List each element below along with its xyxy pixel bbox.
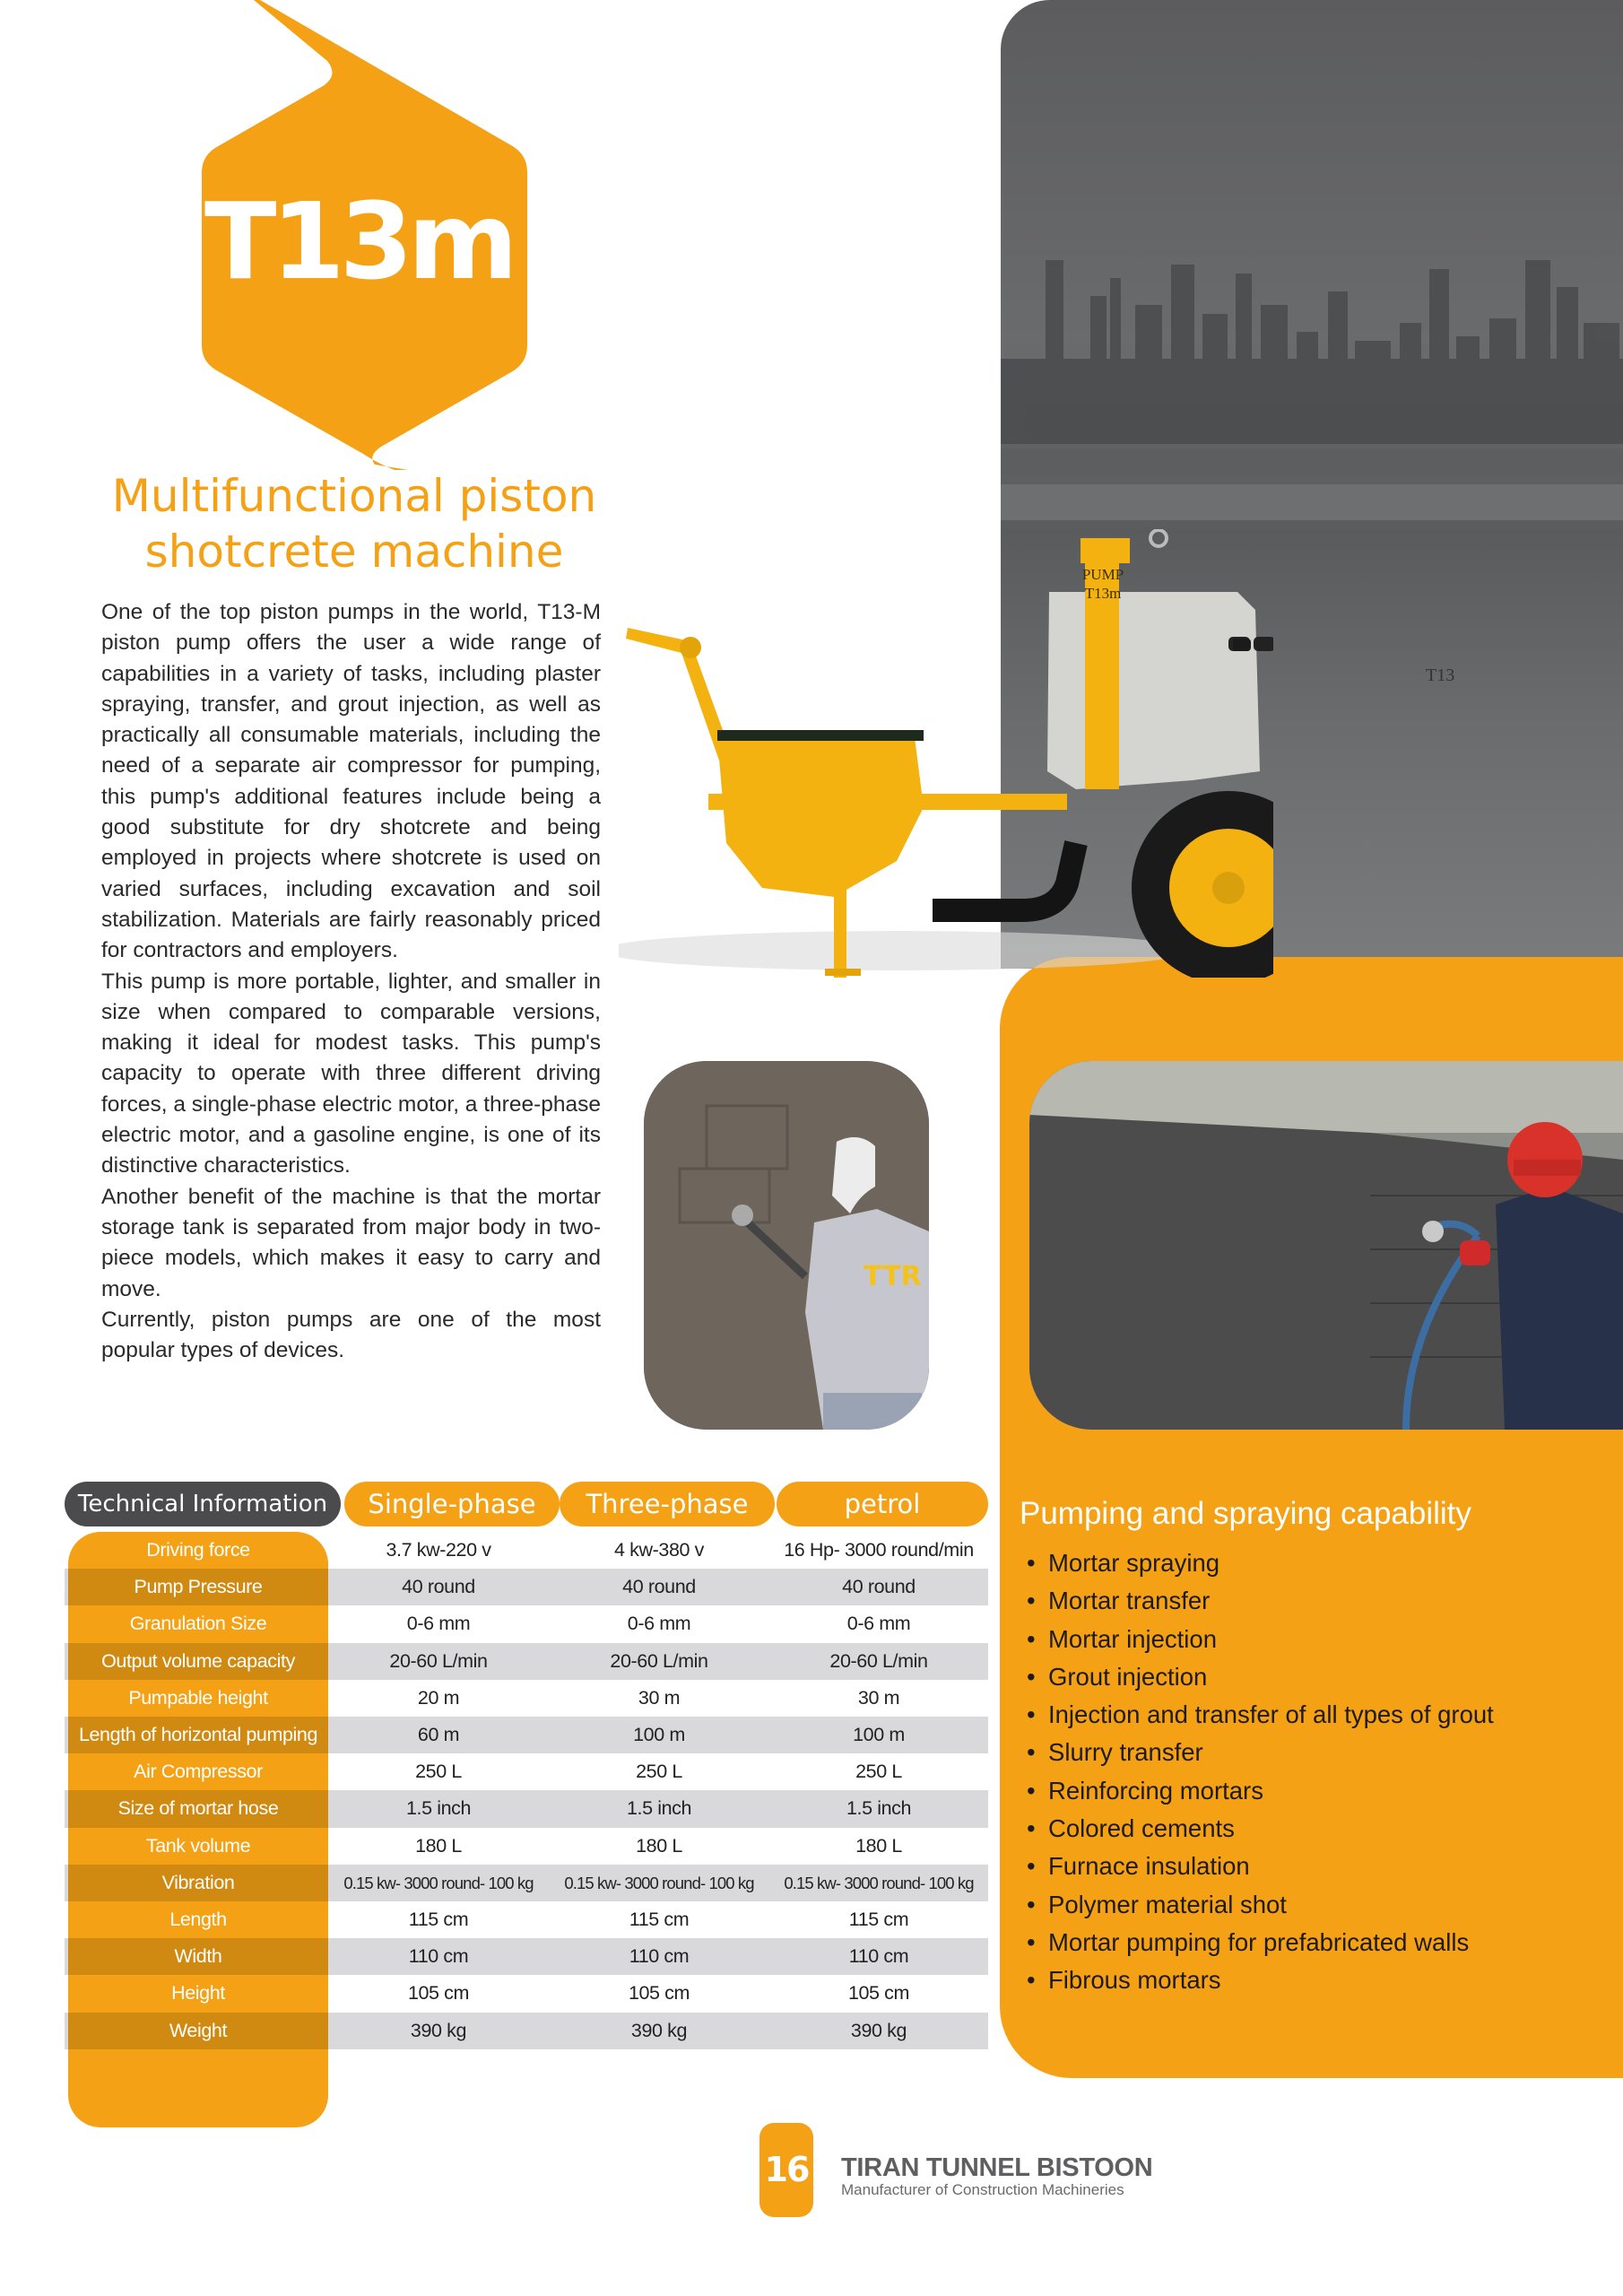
list-item xyxy=(1027,1810,1610,1848)
row-value-petrol: 180 L xyxy=(855,1834,902,1857)
row-label: Size of mortar hose xyxy=(68,1790,328,1827)
row-label: Width xyxy=(68,1938,328,1975)
row-value-three-phase: 180 L xyxy=(636,1834,682,1857)
table-row xyxy=(65,1643,988,1680)
list-item xyxy=(1027,1924,1610,1961)
row-value-petrol: 0.15 kw- 3000 round- 100 kg xyxy=(784,1873,974,1892)
row-value-three-phase: 115 cm xyxy=(629,1909,690,1930)
row-value-three-phase: 20-60 L/min xyxy=(610,1649,708,1672)
row-value-three-phase: 40 round xyxy=(622,1576,696,1598)
capability-text: Furnace insulation xyxy=(1048,1852,1250,1881)
list-item xyxy=(1027,1621,1610,1658)
bullet-icon: • xyxy=(1027,1776,1036,1805)
list-item xyxy=(1027,1582,1610,1620)
bullet-icon: • xyxy=(1027,1587,1036,1615)
technical-information-table xyxy=(65,1478,992,2079)
capabilities-title: Pumping and spraying capability xyxy=(1020,1496,1471,1531)
row-value-single-phase: 390 kg xyxy=(410,2019,467,2041)
pump-machine-image xyxy=(619,529,1273,978)
list-item xyxy=(1027,1734,1610,1771)
row-value-single-phase: 0-6 mm xyxy=(406,1613,471,1635)
worker-shotcrete-photo xyxy=(1029,1061,1623,1430)
shotcrete-photo-illustration xyxy=(1029,1061,1623,1430)
pump-plate-model: T13m xyxy=(1084,585,1122,602)
row-label: Weight xyxy=(68,2013,328,2049)
row-value-single-phase: 40 round xyxy=(402,1576,475,1598)
bullet-icon: • xyxy=(1027,1852,1036,1881)
row-value-petrol: 115 cm xyxy=(848,1909,909,1930)
row-label: Vibration xyxy=(68,1865,328,1901)
worker-spraying-photo xyxy=(644,1061,929,1430)
capability-text: Mortar spraying xyxy=(1048,1549,1220,1577)
capabilities-list xyxy=(1027,1544,1610,2000)
list-item xyxy=(1027,1848,1610,1885)
row-value-single-phase: 250 L xyxy=(415,1761,462,1783)
table-row xyxy=(65,1865,988,1901)
title-line-1: Multifunctional piston xyxy=(111,470,597,522)
brand-tagline: Manufacturer of Construction Machineries xyxy=(841,2181,1124,2198)
row-value-petrol: 100 m xyxy=(853,1724,905,1745)
brand-name: TIRAN TUNNEL BISTOON xyxy=(841,2153,1153,2182)
model-name: T13m xyxy=(204,179,513,303)
row-label: Driving force xyxy=(146,1539,250,1561)
row-value-petrol: 250 L xyxy=(855,1761,902,1783)
list-item xyxy=(1027,1886,1610,1924)
row-value-single-phase: 180 L xyxy=(415,1834,462,1857)
row-label: Pump Pressure xyxy=(68,1569,328,1605)
capability-text: Mortar injection xyxy=(1048,1624,1217,1653)
description-paragraph: This pump is more portable, lighter, and smaller in size when compared to comparable versions, making it ideal for modest tasks. This pump's capacity to operate with three different driving forces, a single-phase electric motor, a three-phase electric motor, and a gasoline engine, is one of its distinctive characteristics. xyxy=(101,969,601,1178)
table-row xyxy=(65,1532,988,1569)
table-row xyxy=(65,1901,988,1938)
row-label: Length xyxy=(169,1909,227,1930)
title-line-2: shotcrete machine xyxy=(144,526,564,578)
capability-text: Polymer material shot xyxy=(1048,1890,1287,1918)
row-value-petrol: 16 Hp- 3000 round/min xyxy=(784,1539,974,1561)
row-value-petrol: 40 round xyxy=(842,1576,916,1598)
row-value-single-phase: 0.15 kw- 3000 round- 100 kg xyxy=(343,1873,534,1892)
engine-side-label: T13 xyxy=(1426,665,1455,685)
bullet-icon: • xyxy=(1027,1662,1036,1691)
row-value-petrol: 1.5 inch xyxy=(846,1797,912,1820)
row-value-three-phase: 30 m xyxy=(638,1686,681,1709)
description-paragraph: Currently, piston pumps are one of the most popular types of devices. xyxy=(101,1307,601,1363)
row-label: Output volume capacity xyxy=(68,1643,328,1680)
row-label: Tank volume xyxy=(145,1834,251,1857)
table-row xyxy=(65,1790,988,1827)
capability-text: Injection and transfer of all types of grout xyxy=(1048,1700,1494,1729)
worker-photo-illustration xyxy=(644,1061,929,1430)
row-value-three-phase: 390 kg xyxy=(630,2019,688,2041)
description-paragraph: Another benefit of the machine is that the mortar storage tank is separated from major body in two-piece models, which makes it easy to carry and move. xyxy=(101,1184,601,1301)
table-row xyxy=(65,1828,988,1865)
pump-plate-label xyxy=(1080,565,1126,603)
list-item xyxy=(1027,1544,1610,1582)
row-value-single-phase: 3.7 kw-220 v xyxy=(386,1539,491,1561)
row-label: Length of horizontal pumping xyxy=(68,1717,328,1753)
row-value-petrol: 0-6 mm xyxy=(846,1613,911,1635)
table-header-technical-information: Technical Information xyxy=(65,1482,341,1526)
row-value-petrol: 390 kg xyxy=(850,2019,907,2041)
row-value-single-phase: 20-60 L/min xyxy=(389,1649,488,1672)
row-value-three-phase: 105 cm xyxy=(628,1982,690,2005)
table-row xyxy=(65,1717,988,1753)
row-value-single-phase: 20 m xyxy=(417,1686,460,1709)
row-value-three-phase: 0-6 mm xyxy=(627,1613,691,1635)
row-value-single-phase: 115 cm xyxy=(408,1909,469,1930)
page-title xyxy=(72,468,637,579)
table-row xyxy=(65,1753,988,1790)
row-value-single-phase: 105 cm xyxy=(407,1982,470,2005)
bullet-icon: • xyxy=(1027,1927,1036,1956)
bullet-icon: • xyxy=(1027,1814,1036,1843)
capability-text: Colored cements xyxy=(1048,1814,1235,1843)
bullet-icon: • xyxy=(1027,1624,1036,1653)
table-row xyxy=(65,2013,988,2049)
bullet-icon: • xyxy=(1027,1549,1036,1577)
list-item xyxy=(1027,1696,1610,1734)
brand-block xyxy=(841,2154,1152,2199)
capability-text: Fibrous mortars xyxy=(1048,1966,1221,1995)
row-value-petrol: 20-60 L/min xyxy=(829,1649,928,1672)
row-value-petrol: 105 cm xyxy=(847,1982,910,2005)
page-number: 16 xyxy=(759,2123,813,2217)
capability-text: Reinforcing mortars xyxy=(1048,1776,1263,1805)
row-value-petrol: 110 cm xyxy=(848,1945,909,1968)
row-value-three-phase: 0.15 kw- 3000 round- 100 kg xyxy=(564,1873,754,1892)
table-header-single-phase: Single-phase xyxy=(344,1482,560,1526)
row-value-petrol: 30 m xyxy=(857,1686,900,1709)
bullet-icon: • xyxy=(1027,1890,1036,1918)
row-value-three-phase: 1.5 inch xyxy=(626,1797,692,1820)
capability-text: Mortar pumping for prefabricated walls xyxy=(1048,1927,1470,1956)
capability-text: Mortar transfer xyxy=(1048,1587,1211,1615)
capability-text: Grout injection xyxy=(1048,1662,1208,1691)
table-row xyxy=(65,1569,988,1605)
list-item xyxy=(1027,1772,1610,1810)
table-row xyxy=(65,1605,988,1642)
description xyxy=(101,597,601,1366)
svg-text:TTR: TTR xyxy=(864,1261,922,1292)
table-header-petrol: petrol xyxy=(777,1482,988,1526)
row-value-three-phase: 100 m xyxy=(633,1724,685,1745)
row-value-single-phase: 1.5 inch xyxy=(405,1797,472,1820)
row-label: Pumpable height xyxy=(128,1686,268,1709)
row-value-three-phase: 4 kw-380 v xyxy=(614,1539,704,1561)
list-item xyxy=(1027,1961,1610,1999)
row-label: Granulation Size xyxy=(129,1613,267,1635)
table-header-three-phase: Three-phase xyxy=(560,1482,775,1526)
row-value-single-phase: 110 cm xyxy=(408,1945,469,1968)
skyline-image xyxy=(1001,224,1623,520)
bullet-icon: • xyxy=(1027,1738,1036,1767)
row-label: Height xyxy=(171,1982,225,2005)
table-row xyxy=(65,1938,988,1975)
list-item xyxy=(1027,1658,1610,1696)
bullet-icon: • xyxy=(1027,1966,1036,1995)
row-value-single-phase: 60 m xyxy=(417,1724,460,1745)
table-row xyxy=(65,1680,988,1717)
pump-plate-top: PUMP xyxy=(1081,566,1124,583)
bullet-icon: • xyxy=(1027,1700,1036,1729)
description-paragraph: One of the top piston pumps in the world, T13-M piston pump offers the user a wide range of capabilities in a variety of tasks, including plaster spraying, transfer, and grout injection, as well as practically all consumable materials, including the need of a separate air compressor for pumping, this pump's additional features include being a good substitute for dry shotcrete and being employed in projects where shotcrete is used on varied surfaces, including excavation and soil stabilization. Materials are fairly reasonably priced for contractors and employers. xyxy=(101,600,601,963)
capability-text: Slurry transfer xyxy=(1048,1738,1203,1767)
table-row xyxy=(65,1975,988,2012)
row-value-three-phase: 110 cm xyxy=(629,1945,690,1968)
row-value-three-phase: 250 L xyxy=(636,1761,682,1783)
row-label: Air Compressor xyxy=(134,1761,263,1783)
